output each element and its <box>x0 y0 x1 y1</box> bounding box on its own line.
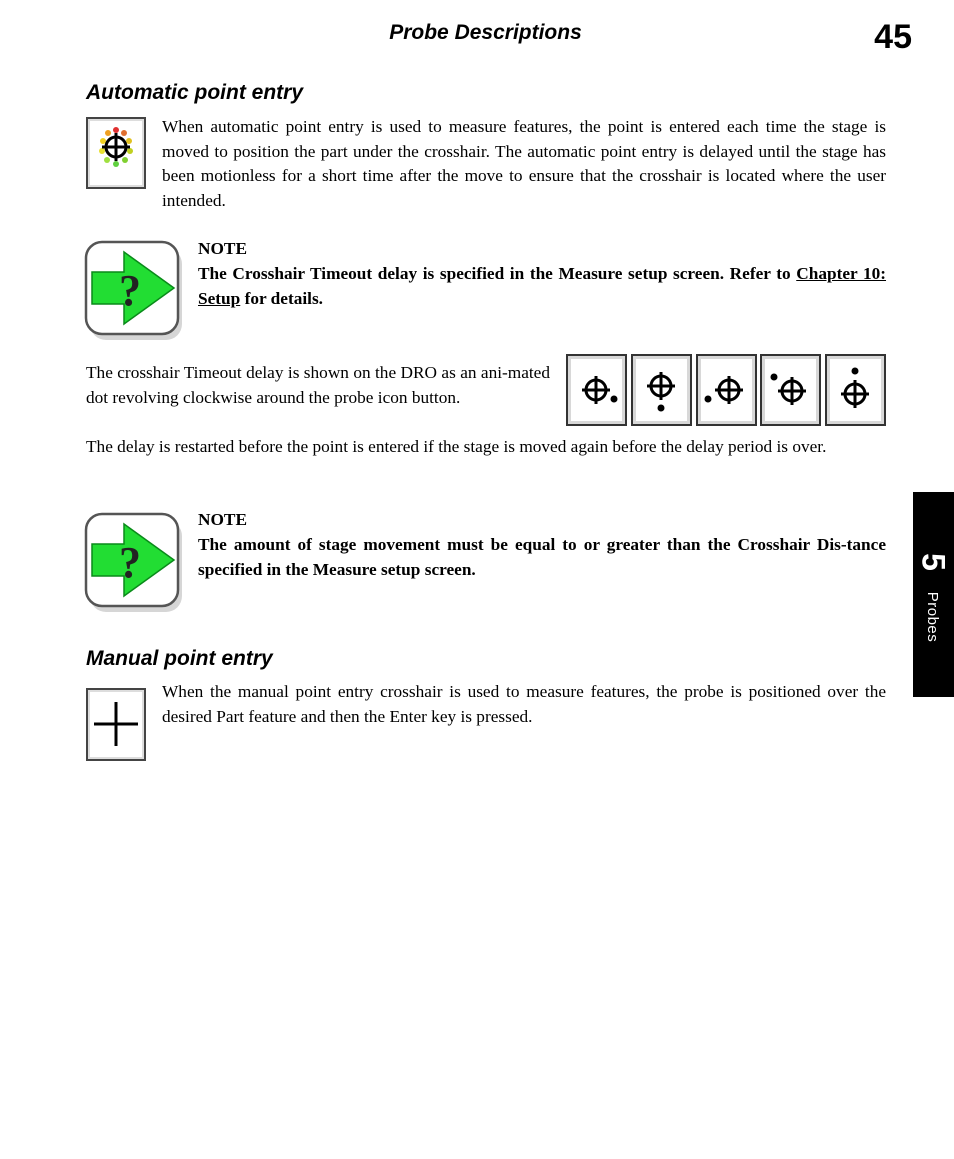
note-text-1-after: for details. <box>240 289 323 308</box>
manual-crosshair-icon <box>86 688 146 761</box>
page-header-title: Probe Descriptions <box>389 21 582 44</box>
crosshair-dot-left-icon <box>696 354 757 426</box>
chapter-10-setup-link[interactable]: Chapter 10: Setup <box>198 264 887 308</box>
section-title-manual: Manual point entry <box>86 647 273 670</box>
auto-crosshair-icon <box>86 117 146 189</box>
crosshair-dot-right-icon <box>566 354 627 426</box>
note-text-1-before: The Crosshair Timeout delay is specified in the Measure setup screen. Refer to <box>198 264 797 283</box>
note-arrow-icon <box>84 240 188 349</box>
restart-paragraph: The delay is restarted before the point is entered if the stage is moved again before the delay period is over. <box>86 437 827 456</box>
chapter-tab-label: Probes <box>924 591 942 643</box>
chapter-tab <box>913 492 954 697</box>
crosshair-dot-top-left-icon <box>760 354 821 426</box>
timeout-paragraph: The crosshair Timeout delay is shown on the DRO as an ani-mated dot revolving clockwise around the probe icon button. <box>86 363 550 407</box>
crosshair-dot-bottom-icon <box>631 354 692 426</box>
svg-text:?: ? <box>119 266 141 315</box>
note-text-1 <box>198 261 886 311</box>
automatic-paragraph: When automatic point entry is used to measure features, the point is entered each time the stage is moved to position the part under the crosshair. The automatic point entry is delayed until the stage has been motionless for a short time after the move to ensure that the crosshair is located where the user intended. <box>162 117 886 210</box>
svg-text:?: ? <box>119 538 141 587</box>
section-title-automatic: Automatic point entry <box>86 81 304 104</box>
manual-paragraph: When the manual point entry crosshair is used to measure features, the probe is positioned over the desired Part feature and then the Enter key is pressed. <box>162 682 886 726</box>
chapter-tab-number: 5 <box>916 553 952 571</box>
note-arrow-icon <box>84 512 188 621</box>
note-label-2: NOTE <box>198 510 247 529</box>
crosshair-dot-top-icon <box>825 354 886 426</box>
note-label-1: NOTE <box>198 239 247 258</box>
note-text-2: The amount of stage movement must be equal to or greater than the Crosshair Dis-tance specified in the Measure setup screen. <box>198 535 886 579</box>
page-number: 45 <box>874 18 912 56</box>
